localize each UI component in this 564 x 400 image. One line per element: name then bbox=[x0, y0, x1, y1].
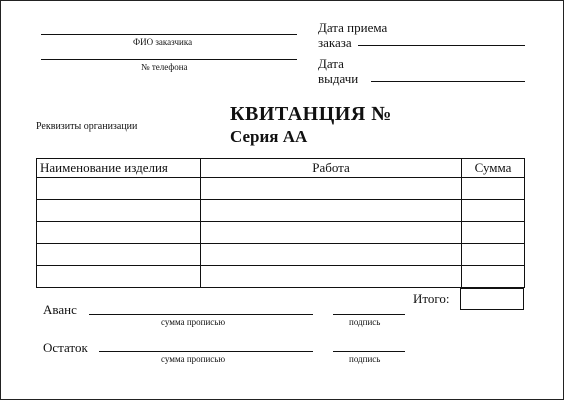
table-cell bbox=[201, 266, 462, 288]
receipt-series: Серия АА bbox=[230, 127, 308, 146]
table-cell bbox=[462, 200, 525, 222]
table-cell bbox=[201, 222, 462, 244]
order-date-line bbox=[358, 45, 525, 46]
table-row bbox=[37, 244, 525, 266]
issue-date-label-line1: Дата bbox=[318, 56, 344, 71]
table-header-row bbox=[37, 159, 525, 178]
column-header-sum: Сумма bbox=[462, 159, 525, 178]
order-date-label-line2: заказа bbox=[318, 35, 352, 50]
column-header-item-name: Наименование изделия bbox=[37, 159, 201, 178]
table-row bbox=[37, 266, 525, 288]
total-label: Итого: bbox=[413, 291, 450, 306]
table-cell bbox=[201, 244, 462, 266]
advance-signature-line bbox=[333, 314, 405, 315]
issue-date-line bbox=[371, 81, 525, 82]
table-cell bbox=[201, 200, 462, 222]
column-header-work: Работа bbox=[201, 159, 462, 178]
items-table bbox=[36, 158, 525, 288]
advance-signature-caption: подпись bbox=[349, 317, 381, 327]
balance-signature-line bbox=[333, 351, 405, 352]
table-cell bbox=[462, 244, 525, 266]
table-row bbox=[37, 178, 525, 200]
org-details-label: Реквизиты организации bbox=[36, 121, 138, 132]
advance-amount-line bbox=[89, 314, 313, 315]
order-date-label-line1: Дата приема bbox=[318, 20, 388, 35]
advance-label: Аванс bbox=[43, 302, 77, 317]
table-cell bbox=[37, 244, 201, 266]
issue-date-label-line2: выдачи bbox=[318, 71, 359, 86]
balance-label: Остаток bbox=[43, 340, 88, 355]
table-row bbox=[37, 200, 525, 222]
balance-amount-caption: сумма прописью bbox=[161, 354, 226, 364]
balance-signature-caption: подпись bbox=[349, 354, 381, 364]
table-cell bbox=[37, 266, 201, 288]
customer-name-line bbox=[41, 34, 297, 35]
table-cell bbox=[37, 200, 201, 222]
table-cell bbox=[201, 178, 462, 200]
table-cell bbox=[462, 222, 525, 244]
table-cell bbox=[37, 178, 201, 200]
table-cell bbox=[462, 266, 525, 288]
balance-amount-line bbox=[99, 351, 313, 352]
table-cell bbox=[462, 178, 525, 200]
phone-line bbox=[41, 59, 297, 60]
phone-caption: № телефона bbox=[141, 62, 188, 72]
advance-amount-caption: сумма прописью bbox=[161, 317, 226, 327]
customer-name-caption: ФИО заказчика bbox=[133, 37, 193, 47]
total-box bbox=[460, 288, 524, 310]
table-cell bbox=[37, 222, 201, 244]
receipt-title: КВИТАНЦИЯ № bbox=[230, 103, 392, 125]
table-row bbox=[37, 222, 525, 244]
